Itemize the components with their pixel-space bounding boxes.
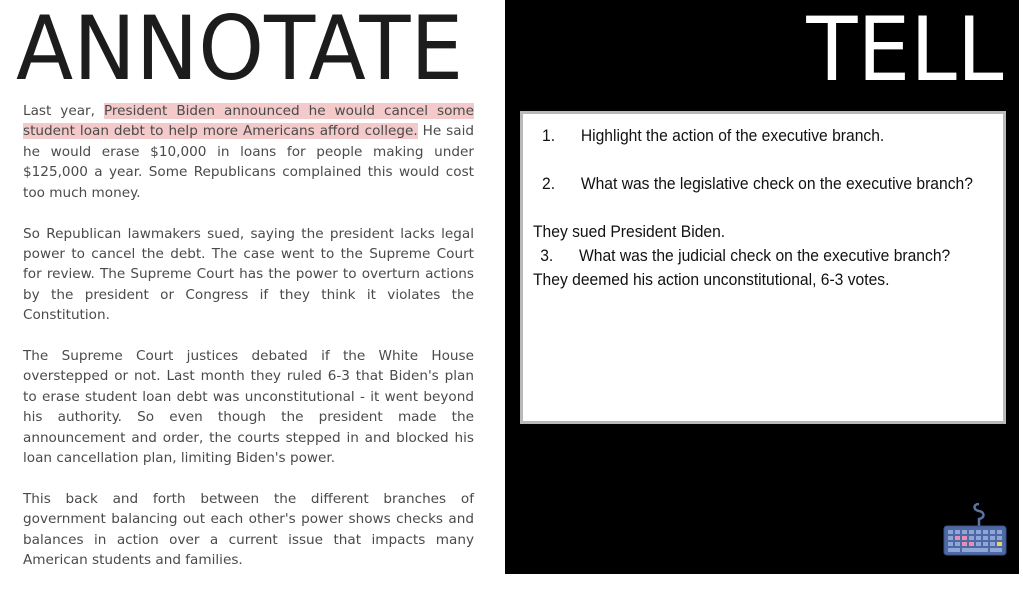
article-text [23,101,474,591]
answer-content[interactable] [533,124,1002,292]
spacer [533,148,1002,172]
annotate-panel [0,0,505,574]
question-3-text: What was the judicial check on the executive branch? [579,246,951,265]
answer-box[interactable] [520,111,1006,424]
tell-panel [505,0,1019,574]
spacer [533,196,1002,220]
question-3 [533,244,1002,268]
bottom-strip [0,574,1023,578]
question-1-number: 1. [542,126,556,145]
paragraph-3: The Supreme Court justices debated if the White House overstepped or not. Last month they ruled 6-3 that Biden's plan to erase student loan debt was unconstitutional - it went beyond his authority. So even though the president made the announcement and order, the courts stepped in and blocked his loan cancellation plan, limiting Biden's power. [23,348,474,467]
annotate-title: ANNOTATE [16,0,464,100]
keyboard-icon-graphic [943,502,1007,556]
question-2 [533,172,1002,196]
answer-3: They deemed his action unconstitutional, 6-3 votes. [533,270,890,289]
question-3-number: 3. [540,246,554,265]
highlighted-text: President Biden announced he would cancel some student loan debt to help more Americans afford college. [23,103,475,140]
question-1 [533,124,1002,148]
answer-2: They sued President Biden. [533,222,726,241]
paragraph-2: So Republican lawmakers sued, saying the president lacks legal power to cancel the debt. The case went to the Supreme Court for review. The Supreme Court has the power to overturn actions by the president or Congress if they think it violates the Constitution. [23,225,474,324]
tell-title: TELL [805,0,1003,101]
keyboard-icon[interactable] [943,502,1007,556]
question-2-text: What was the legislative check on the executive branch? [580,174,973,193]
paragraph-4: This back and forth between the different branches of government balancing out each other's power shows checks and balances in action over a current issue that impacts many American students and families. [23,491,474,569]
paragraph-1-rest: He said he would erase $10,000 in loans for people making under $125,000 a year. Some Republicans complained this would cost too much money. [23,123,474,201]
question-2-number: 2. [542,174,556,193]
paragraph-1 [23,101,474,203]
paragraph-1-intro: Last year, [23,103,104,119]
question-1-text: Highlight the action of the executive branch. [580,126,885,145]
